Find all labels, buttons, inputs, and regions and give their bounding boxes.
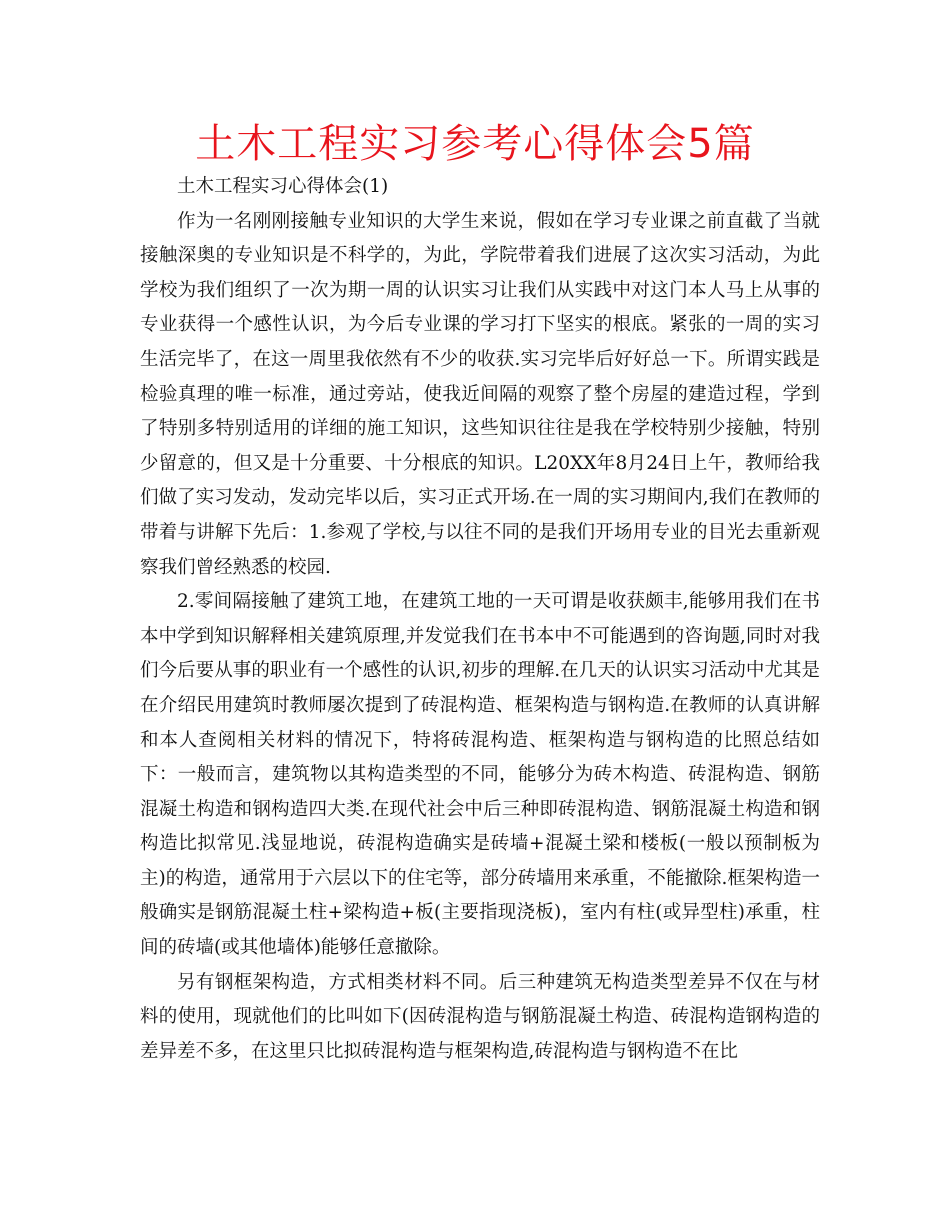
section-heading: 土木工程实习心得体会(1) [177, 176, 389, 197]
paragraph: 另有钢框架构造，方式相类材料不同。后三种建筑无构造类型差异不仅在与材料的使用，现就他们的比叫如下(因砖混构造与钢筋混凝土构造、砖混构造钢构造的差异差不多，在这里只比拟砖混构造与框架构造,砖混构造与钢构造不在比 [140, 971, 820, 1062]
paragraph: 作为一名刚刚接触专业知识的大学生来说，假如在学习专业课之前直截了当就接触深奥的专业知识是不科学的，为此，学院带着我们进展了这次实习活动，为此学校为我们组织了一次为期一周的认识实习让我们从实践中对这门本人马上从事的专业获得一个感性认识，为今后专业课的学习打下坚实的根底。紧张的一周的实习生活完毕了，在这一周里我依然有不少的收获.实习完毕后好好总一下。所谓实践是检验真理的唯一标准，通过旁站，使我近间隔的观察了整个房屋的建造过程，学到了特别多特别适用的详细的施工知识，这些知识往往是我在学校特别少接触，特别少留意的，但又是十分重要、十分根底的知识。L20XX年8月24日上午，教师给我们做了实习发动，发动完毕以后，实习正式开场.在一周的实习期间内,我们在教师的带着与讲解下先后：1.参观了学校,与以往不同的是我们开场用专业的目光去重新观察我们曾经熟悉的校园. [140, 210, 820, 578]
paragraph: 2.零间隔接触了建筑工地，在建筑工地的一天可谓是收获颇丰,能够用我们在书本中学到知识解释相关建筑原理,并发觉我们在书本中不可能遇到的咨询题,同时对我们今后要从事的职业有一个感性的认识,初步的理解.在几天的认识实习活动中尤其是在介绍民用建筑时教师屡次提到了砖混构造、框架构造与钢构造.在教师的认真讲解和本人查阅相关材料的情况下，特将砖混构造、框架构造与钢构造的比照总结如下：一般而言，建筑物以其构造类型的不同，能够分为砖木构造、砖混构造、钢筋混凝土构造和钢构造四大类.在现代社会中后三种即砖混构造、钢筋混凝土构造和钢构造比拟常见.浅显地说，砖混构造确实是砖墙+混凝土梁和楼板(一般以预制板为主)的构造，通常用于六层以下的住宅等，部分砖墙用来承重，不能撤除.框架构造一般确实是钢筋混凝土柱+梁构造+板(主要指现浇板)，室内有柱(或异型柱)承重，柱间的砖墙(或其他墙体)能够任意撤除。 [140, 591, 820, 959]
document-title: 土木工程实习参考心得体会5篇 [195, 121, 755, 167]
document-body [140, 170, 820, 1069]
